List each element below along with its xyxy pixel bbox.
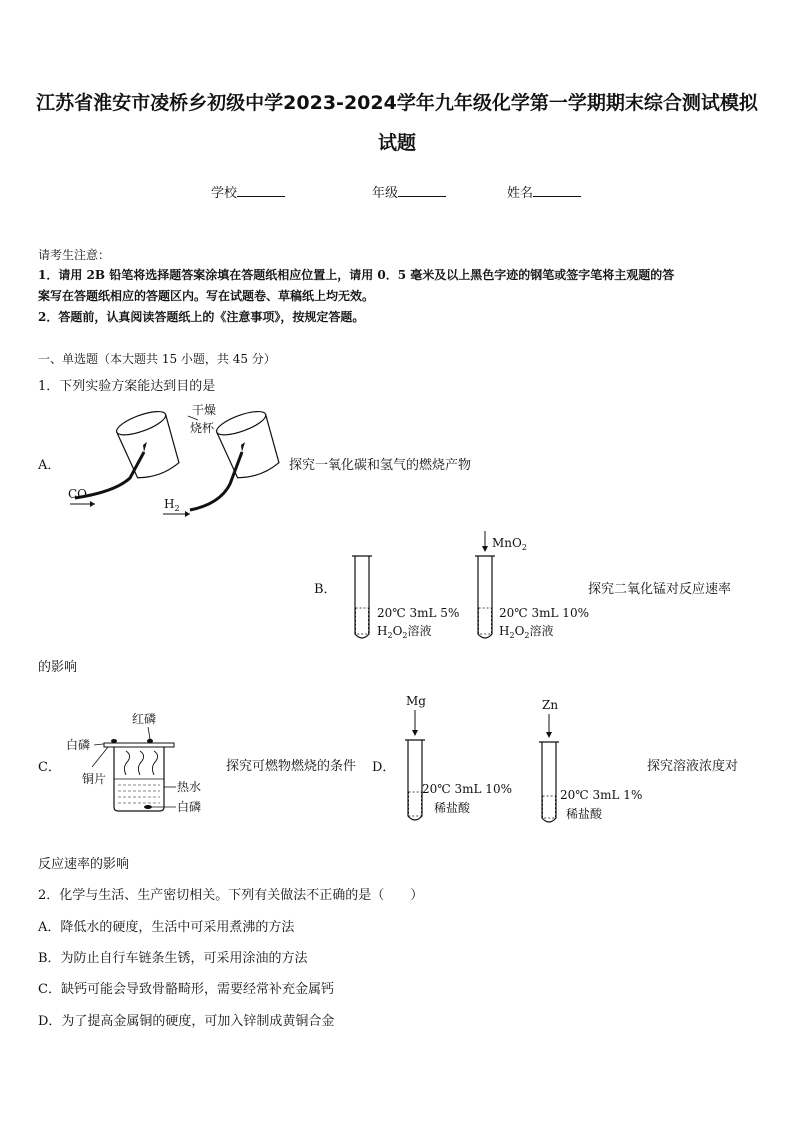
grade-blank (398, 184, 446, 197)
q1-option-a-letter: A． (38, 458, 61, 473)
h2-label: $H_2$ (164, 497, 180, 513)
b-tube1-solution: $H_2O_2$溶液 (377, 624, 432, 640)
steam-icon-3 (152, 751, 157, 775)
h2-tube (190, 452, 242, 510)
q1-figure-b (340, 528, 600, 644)
white-phosphorus-bottom-label: 白磷 (177, 800, 202, 814)
dry-beaker-right (214, 407, 284, 483)
test-tube-zn (539, 742, 559, 822)
q2-option-a: A．降低水的硬度，生活中可采用煮沸的方法 (38, 920, 295, 935)
d-tube1-acid: 稀盐酸 (434, 801, 471, 815)
q1-figure-d (400, 690, 650, 830)
q2-option-b: B．为防止自行车链条生锈，可采用涂油的方法 (38, 951, 308, 966)
mno2-label: MnO$_2$ (492, 536, 527, 552)
copper-plate-label: 铜片 (82, 772, 107, 786)
school-blank (237, 184, 285, 197)
q1-figure-c (62, 705, 222, 820)
q1-option-d-letter: D． (372, 760, 396, 775)
grade-label: 年级 (372, 186, 399, 201)
steam-icon-2 (138, 751, 143, 775)
notice-heading: 请考生注意： (38, 248, 111, 262)
notice-item1-line1: 1．请用 2B 铅笔将选择题答案涂填在答题纸相应位置上，请用 0．5 毫米及以上黑色字迹的钢笔或签字笔将主观题的答 (38, 268, 675, 282)
d-tube2-label: 20℃ 3mL 1% (560, 788, 643, 802)
copper-plate (104, 743, 174, 747)
q1-option-a-text: 探究一氧化碳和氢气的燃烧产物 (289, 458, 472, 473)
white-phosphorus-bottom (144, 805, 152, 809)
d-tube2-acid: 稀盐酸 (566, 807, 603, 821)
exam-title-line2: 试题 (377, 132, 416, 154)
white-phosphorus-top-label: 白磷 (66, 738, 91, 752)
q1-option-b-text-cont: 的影响 (38, 660, 78, 675)
section-heading: 一、单选题（本大题共 15 小题，共 45 分） (38, 352, 276, 366)
zn-label: Zn (542, 698, 559, 712)
school-label: 学校 (211, 186, 238, 201)
hot-water-label: 热水 (177, 780, 202, 794)
q1-option-c-letter: C． (38, 760, 61, 775)
b-tube2-solution: $H_2O_2$溶液 (499, 624, 554, 640)
q1-option-c-text: 探究可燃物燃烧的条件 (226, 759, 357, 774)
mno2-arrow-icon (482, 546, 488, 552)
flame-left-icon (143, 442, 147, 452)
q1-option-d-text: 探究溶液浓度对 (647, 759, 739, 774)
zn-arrow-icon (546, 732, 552, 738)
name-label: 姓名 (507, 186, 534, 201)
test-tube-5-percent (352, 556, 372, 638)
q1-option-b-text: 探究二氧化锰对反应速率 (588, 582, 732, 597)
b-tube2-label: 20℃ 3mL 10% (499, 606, 589, 620)
notice-item2: 2．答题前，认真阅读答题纸上的《注意事项》，按规定答题。 (38, 310, 365, 324)
exam-title-line1: 江苏省淮安市凌桥乡初级中学2023-2024学年九年级化学第一学期期末综合测试模拟 (36, 92, 758, 114)
co-arrow-icon (90, 501, 95, 507)
q1-stem: 1．下列实验方案能达到目的是 (38, 379, 216, 394)
q1-figure-a (60, 400, 290, 520)
mg-label: Mg (406, 694, 426, 708)
name-field (507, 182, 581, 201)
dry-beaker-left (114, 407, 184, 483)
q2-option-d: D．为了提高金属铜的硬度，可加入锌制成黄铜合金 (38, 1014, 335, 1029)
h2-arrow-icon (185, 511, 190, 517)
red-phosphorus (147, 739, 153, 743)
q2-option-c: C．缺钙可能会导致骨骼畸形，需要经常补充金属钙 (38, 982, 334, 997)
notice-item1-line2: 案写在答题纸相应的答题区内。写在试题卷、草稿纸上均无效。 (38, 289, 375, 303)
steam-icon-1 (124, 751, 129, 775)
q1-option-b-letter: B． (314, 582, 337, 597)
school-field (211, 182, 285, 201)
test-tube-10-percent (475, 556, 495, 638)
dry-beaker-label-2: 烧杯 (190, 421, 215, 435)
d-tube1-label: 20℃ 3mL 10% (422, 782, 512, 796)
dry-beaker-label-1: 干燥 (192, 403, 217, 417)
b-tube1-label: 20℃ 3mL 5% (377, 606, 460, 620)
test-tube-mg (405, 740, 425, 820)
co-label: CO (68, 487, 88, 501)
q1-option-d-text-cont: 反应速率的影响 (38, 857, 130, 872)
grade-field (372, 182, 446, 201)
q2-stem: 2．化学与生活、生产密切相关。下列有关做法不正确的是（ ） (38, 888, 424, 903)
flame-right-icon (241, 442, 245, 452)
name-blank (533, 184, 581, 197)
red-phosphorus-label: 红磷 (132, 712, 157, 726)
white-phosphorus-top (111, 739, 117, 743)
mg-arrow-icon (412, 730, 418, 736)
